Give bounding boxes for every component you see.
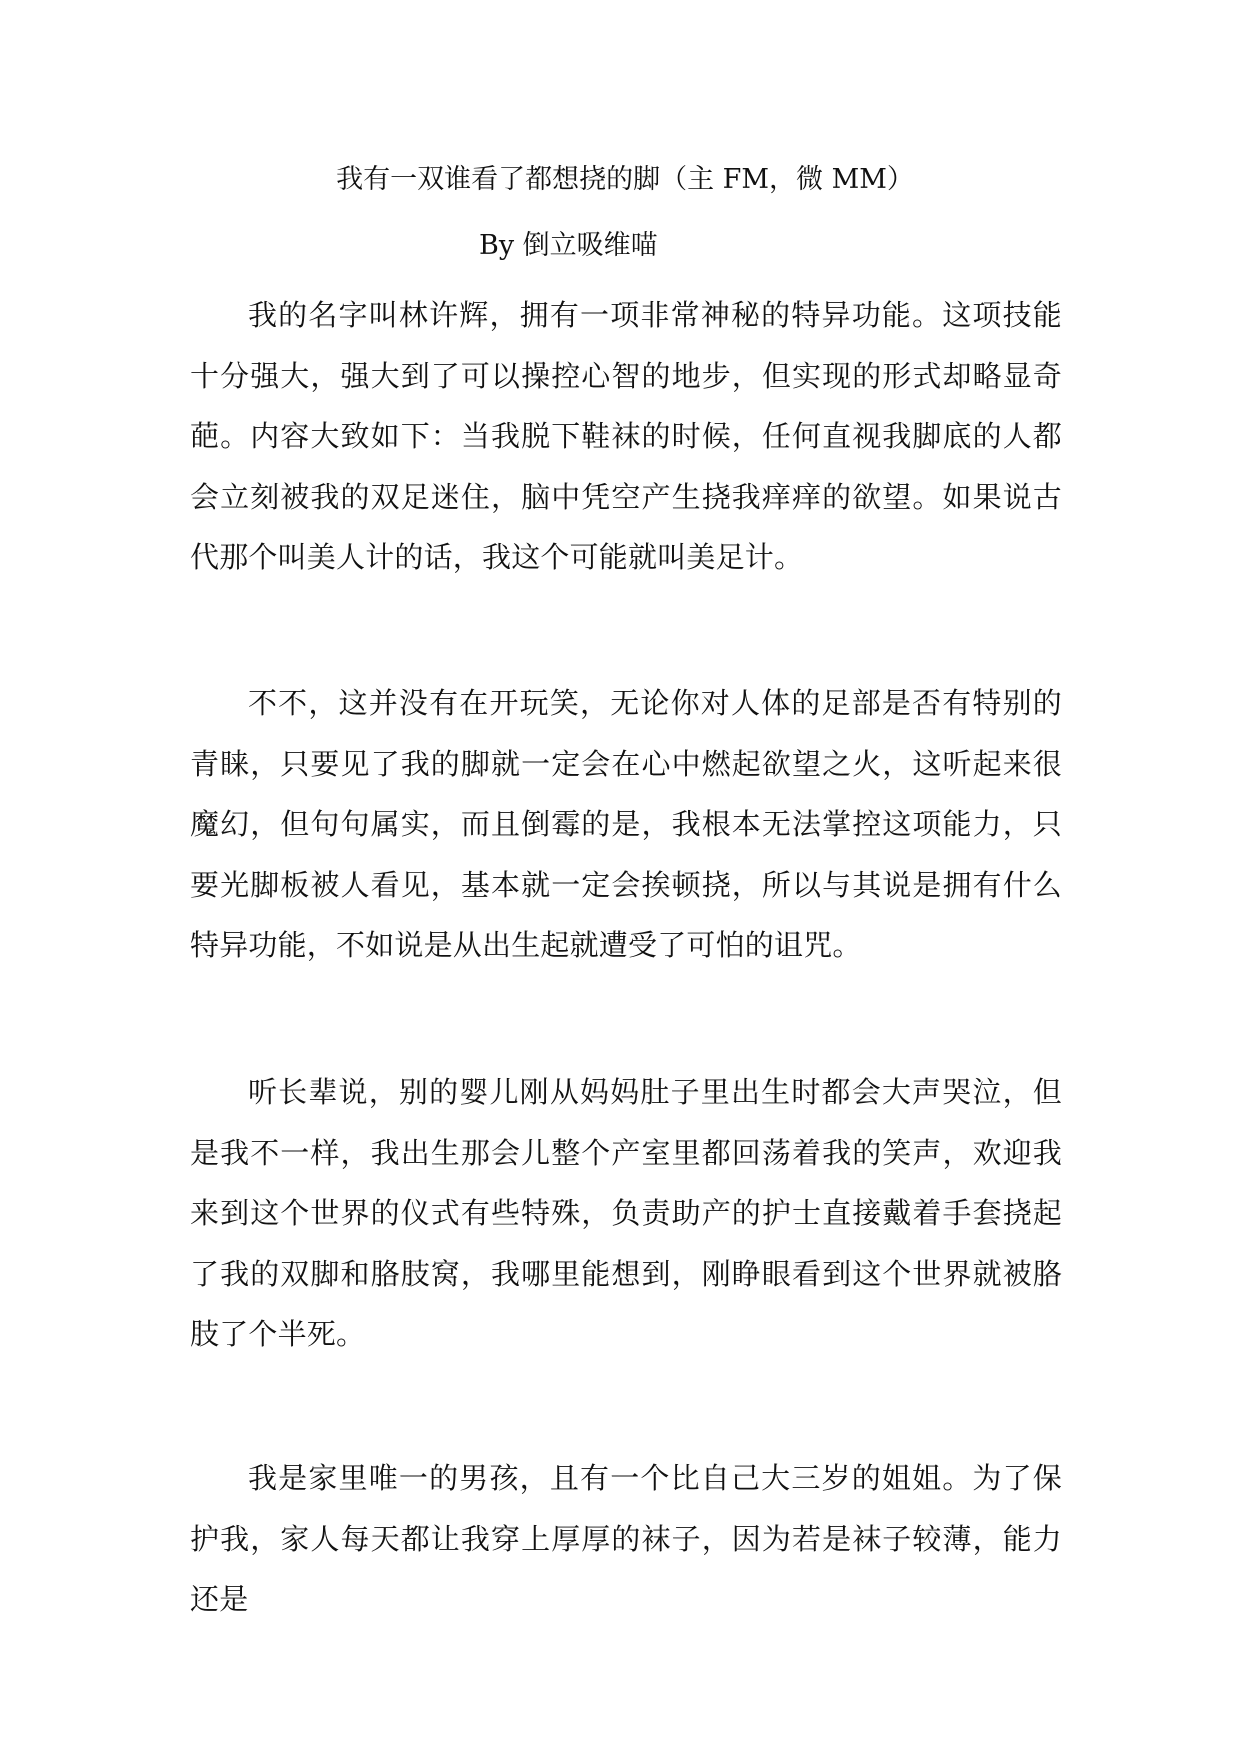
document-title: 我有一双谁看了都想挠的脚（主 FM，微 MM）: [336, 164, 914, 195]
body-paragraph-3: 听长辈说，别的婴儿刚从妈妈肚子里出生时都会大声哭泣，但是我不一样，我出生那会儿整个产室里都回荡着我的笑声，欢迎我来到这个世界的仪式有些特殊，负责助产的护士直接戴着手套挠起了我的双脚和胳肢窝，我哪里能想到，刚睁眼看到这个世界就被胳肢了个半死。: [190, 1075, 1062, 1351]
body-paragraph-4: 我是家里唯一的男孩，且有一个比自己大三岁的姐姐。为了保护我，家人每天都让我穿上厚厚的袜子，因为若是袜子较薄，能力还是: [190, 1461, 1062, 1616]
author-byline: By 倒立吸维喵: [479, 230, 658, 261]
body-paragraph-2: 不不，这并没有在开玩笑，无论你对人体的足部是否有特别的青睐，只要见了我的脚就一定会在心中燃起欲望之火，这听起来很魔幻，但句句属实，而且倒霉的是，我根本无法掌控这项能力，只要光脚板被人看见，基本就一定会挨顿挠，所以与其说是拥有什么特异功能，不如说是从出生起就遭受了可怕的诅咒。: [190, 686, 1062, 962]
body-paragraph-1: 我的名字叫林许辉，拥有一项非常神秘的特异功能。这项技能十分强大，强大到了可以操控心智的地步，但实现的形式却略显奇葩。内容大致如下：当我脱下鞋袜的时候，任何直视我脚底的人都会立刻被我的双足迷住，脑中凭空产生挠我痒痒的欲望。如果说古代那个叫美人计的话，我这个可能就叫美足计。: [190, 298, 1062, 574]
